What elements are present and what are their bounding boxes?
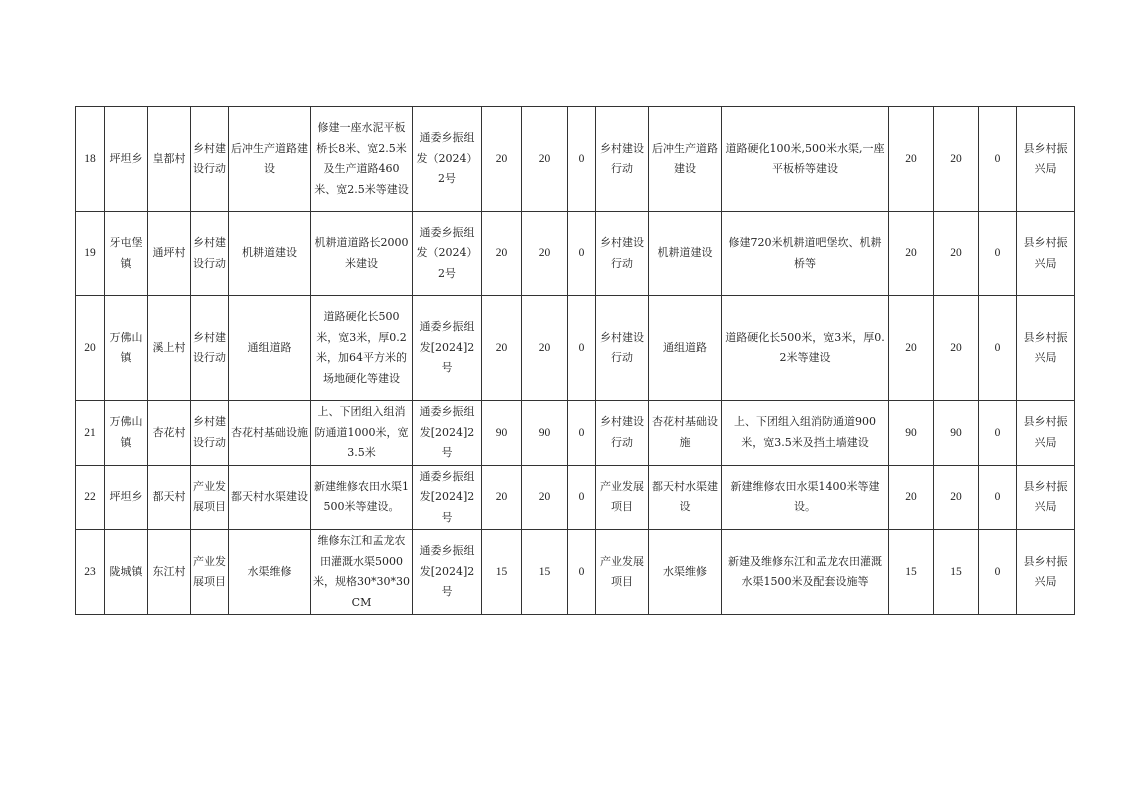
other-funds-cell: 0: [568, 296, 596, 401]
adjusted-project-cell: 通组道路: [649, 296, 722, 401]
document-cell: 通委乡振组发[2024]2号: [413, 465, 482, 530]
document-cell: 通委乡振组发（2024）2号: [413, 107, 482, 212]
seq-cell: 23: [76, 530, 105, 615]
adjusted-project-cell: 都天村水渠建设: [649, 465, 722, 530]
seq-cell: 19: [76, 212, 105, 296]
funds-cell: 20: [522, 107, 568, 212]
village-cell: 溪上村: [148, 296, 191, 401]
adjusted-amount-cell: 90: [889, 401, 934, 466]
adjusted-other-cell: 0: [979, 465, 1017, 530]
table-row: [76, 107, 1075, 212]
village-cell: 皇都村: [148, 107, 191, 212]
category-cell: 乡村建设行动: [191, 107, 229, 212]
adjusted-amount-cell: 15: [889, 530, 934, 615]
funds-cell: 20: [522, 296, 568, 401]
adjusted-other-cell: 0: [979, 296, 1017, 401]
other-funds-cell: 0: [568, 465, 596, 530]
adjusted-project-cell: 水渠维修: [649, 530, 722, 615]
other-funds-cell: 0: [568, 401, 596, 466]
content-cell: 道路硬化长500米，宽3米，厚0.2米，加64平方米的场地硬化等建设: [311, 296, 413, 401]
table-row: [76, 530, 1075, 615]
township-cell: 陇城镇: [105, 530, 148, 615]
project-cell: 杏花村基础设施: [229, 401, 311, 466]
project-cell: 水渠维修: [229, 530, 311, 615]
project-cell: 都天村水渠建设: [229, 465, 311, 530]
adjusted-funds-cell: 90: [934, 401, 979, 466]
adjusted-other-cell: 0: [979, 107, 1017, 212]
adjusted-funds-cell: 20: [934, 107, 979, 212]
plan-amount-cell: 20: [482, 107, 522, 212]
unit-cell: 县乡村振兴局: [1017, 212, 1075, 296]
content-cell: 上、下团组入组消防通道1000米，宽3.5米: [311, 401, 413, 466]
adjusted-category-cell: 产业发展项目: [596, 465, 649, 530]
project-adjustment-table: [75, 106, 1075, 615]
adjusted-funds-cell: 15: [934, 530, 979, 615]
content-cell: 机耕道道路长2000米建设: [311, 212, 413, 296]
seq-cell: 22: [76, 465, 105, 530]
adjusted-content-cell: 道路硬化100米,500米水渠,一座平板桥等建设: [722, 107, 889, 212]
document-cell: 通委乡振组发（2024）2号: [413, 212, 482, 296]
adjusted-content-cell: 上、下团组入组消防通道900米，宽3.5米及挡土墙建设: [722, 401, 889, 466]
adjusted-category-cell: 产业发展项目: [596, 530, 649, 615]
village-cell: 东江村: [148, 530, 191, 615]
adjusted-amount-cell: 20: [889, 107, 934, 212]
project-cell: 机耕道建设: [229, 212, 311, 296]
township-cell: 万佛山镇: [105, 296, 148, 401]
township-cell: 坪坦乡: [105, 107, 148, 212]
adjusted-funds-cell: 20: [934, 296, 979, 401]
seq-cell: 18: [76, 107, 105, 212]
table-row: [76, 465, 1075, 530]
project-cell: 后冲生产道路建设: [229, 107, 311, 212]
unit-cell: 县乡村振兴局: [1017, 530, 1075, 615]
unit-cell: 县乡村振兴局: [1017, 401, 1075, 466]
adjusted-content-cell: 道路硬化长500米，宽3米，厚0.2米等建设: [722, 296, 889, 401]
adjusted-category-cell: 乡村建设行动: [596, 296, 649, 401]
village-cell: 通坪村: [148, 212, 191, 296]
township-cell: 牙屯堡镇: [105, 212, 148, 296]
document-cell: 通委乡振组发[2024]2号: [413, 296, 482, 401]
category-cell: 产业发展项目: [191, 530, 229, 615]
funds-cell: 20: [522, 212, 568, 296]
funds-cell: 20: [522, 465, 568, 530]
seq-cell: 20: [76, 296, 105, 401]
document-cell: 通委乡振组发[2024]2号: [413, 530, 482, 615]
funds-cell: 90: [522, 401, 568, 466]
table-row: [76, 401, 1075, 466]
village-cell: 杏花村: [148, 401, 191, 466]
table-row: [76, 296, 1075, 401]
village-cell: 都天村: [148, 465, 191, 530]
other-funds-cell: 0: [568, 530, 596, 615]
adjusted-content-cell: 修建720米机耕道吧堡坎、机耕桥等: [722, 212, 889, 296]
other-funds-cell: 0: [568, 212, 596, 296]
adjusted-other-cell: 0: [979, 530, 1017, 615]
category-cell: 乡村建设行动: [191, 401, 229, 466]
adjusted-other-cell: 0: [979, 401, 1017, 466]
adjusted-funds-cell: 20: [934, 465, 979, 530]
plan-amount-cell: 20: [482, 212, 522, 296]
category-cell: 产业发展项目: [191, 465, 229, 530]
plan-amount-cell: 15: [482, 530, 522, 615]
adjusted-category-cell: 乡村建设行动: [596, 107, 649, 212]
adjusted-funds-cell: 20: [934, 212, 979, 296]
adjusted-amount-cell: 20: [889, 296, 934, 401]
adjusted-project-cell: 机耕道建设: [649, 212, 722, 296]
project-cell: 通组道路: [229, 296, 311, 401]
township-cell: 万佛山镇: [105, 401, 148, 466]
document-cell: 通委乡振组发[2024]2号: [413, 401, 482, 466]
plan-amount-cell: 20: [482, 296, 522, 401]
content-cell: 修建一座水泥平板桥长8米、宽2.5米及生产道路460米、宽2.5米等建设: [311, 107, 413, 212]
plan-amount-cell: 90: [482, 401, 522, 466]
category-cell: 乡村建设行动: [191, 212, 229, 296]
adjusted-category-cell: 乡村建设行动: [596, 401, 649, 466]
unit-cell: 县乡村振兴局: [1017, 465, 1075, 530]
table-row: [76, 212, 1075, 296]
seq-cell: 21: [76, 401, 105, 466]
township-cell: 坪坦乡: [105, 465, 148, 530]
adjusted-project-cell: 杏花村基础设施: [649, 401, 722, 466]
adjusted-content-cell: 新建及维修东江和孟龙农田灌溉水渠1500米及配套设施等: [722, 530, 889, 615]
category-cell: 乡村建设行动: [191, 296, 229, 401]
content-cell: 维修东江和孟龙农田灌溉水渠5000米，规格30*30*30CM: [311, 530, 413, 615]
adjusted-content-cell: 新建维修农田水渠1400米等建设。: [722, 465, 889, 530]
adjusted-category-cell: 乡村建设行动: [596, 212, 649, 296]
other-funds-cell: 0: [568, 107, 596, 212]
adjusted-amount-cell: 20: [889, 465, 934, 530]
adjusted-other-cell: 0: [979, 212, 1017, 296]
unit-cell: 县乡村振兴局: [1017, 296, 1075, 401]
plan-amount-cell: 20: [482, 465, 522, 530]
adjusted-amount-cell: 20: [889, 212, 934, 296]
content-cell: 新建维修农田水渠1500米等建设。: [311, 465, 413, 530]
unit-cell: 县乡村振兴局: [1017, 107, 1075, 212]
adjusted-project-cell: 后冲生产道路建设: [649, 107, 722, 212]
funds-cell: 15: [522, 530, 568, 615]
